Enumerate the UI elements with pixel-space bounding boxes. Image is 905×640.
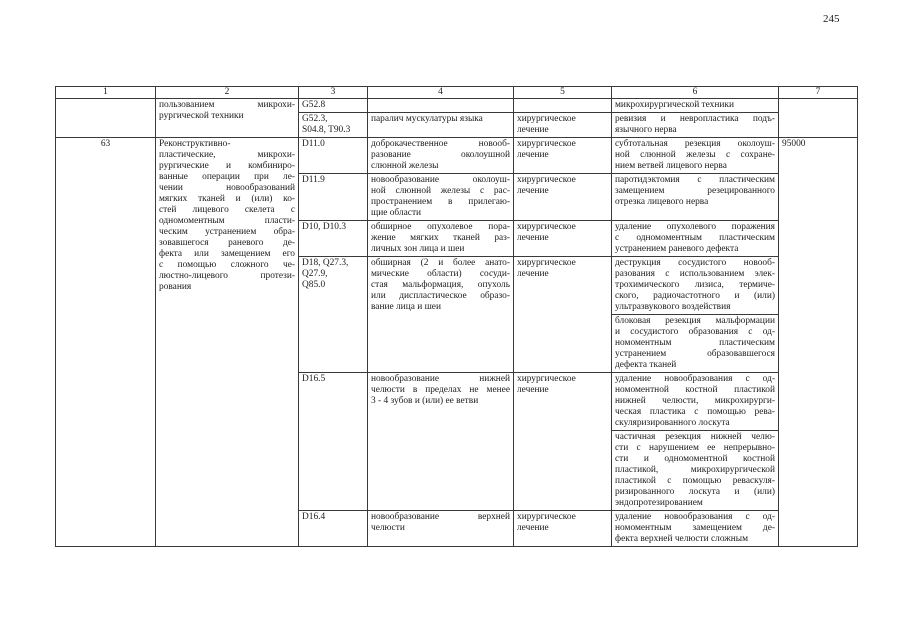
- text-line: разования с использованием элек-: [615, 269, 775, 279]
- col-header-3: 3: [299, 87, 368, 99]
- text-line: ризированного лоскута и (или): [615, 487, 775, 497]
- disease-cell: [368, 511, 514, 547]
- text-line: лечение: [517, 186, 549, 196]
- treatment-method-cell: [612, 138, 779, 174]
- group-number-cell: [56, 99, 156, 138]
- icd-code-cell: D11.0: [299, 138, 368, 174]
- disease-cell: паралич мускулатуры языка: [368, 113, 514, 138]
- text-line: номоментным замещением де-: [615, 523, 775, 533]
- text-line: частичная резекция нижней челю-: [615, 432, 775, 442]
- col-header-6: 6: [612, 87, 779, 99]
- treatment-type-cell: [514, 257, 612, 373]
- text-line: фекта верхней челюсти сложным: [615, 534, 749, 544]
- icd-code-cell: G52.8: [299, 99, 368, 113]
- disease-cell: [368, 174, 514, 221]
- disease-cell: [368, 373, 514, 511]
- text-line: щие области: [371, 208, 422, 218]
- icd-code-cell: [299, 113, 368, 138]
- text-line: разование околоушной: [371, 150, 510, 160]
- treatment-type-cell: [514, 99, 612, 113]
- text-line: сти и одномоментной костной: [615, 454, 775, 464]
- text-line: жение мягких тканей раз-: [371, 233, 510, 243]
- treatment-type-cell: [514, 113, 612, 138]
- icd-code-cell: D16.5: [299, 373, 368, 511]
- col-header-1: 1: [56, 87, 156, 99]
- group-number-cell: 63: [56, 138, 156, 547]
- icd-code-cell: [299, 257, 368, 373]
- disease-cell: [368, 257, 514, 373]
- text-line: паротидэктомия с пластическим: [615, 175, 775, 185]
- text-line: устранением раневого дефекта: [615, 244, 739, 254]
- text-line: ческим устранением обра-: [159, 227, 295, 237]
- text-line: хирургическое: [517, 139, 576, 149]
- text-line: хирургическое: [517, 258, 576, 268]
- text-line: ского, радиочастотного и (или): [615, 291, 775, 301]
- treatment-method-cell: [612, 174, 779, 221]
- text-line: замещением резецированного: [615, 186, 775, 196]
- text-line: эндопротезированием: [615, 498, 703, 508]
- treatment-type-cell: [514, 138, 612, 174]
- text-line: слюнной железы: [371, 161, 439, 171]
- text-line: пластические, микрохи-: [159, 150, 295, 160]
- treatment-method-cell: [612, 315, 779, 373]
- treatment-type-cell: [514, 511, 612, 547]
- text-line: новообразование нижней: [371, 374, 510, 384]
- text-line: пластикой с помощью реваскуля-: [615, 476, 775, 486]
- text-line: нижней челюсти, микрохирурги-: [615, 396, 775, 406]
- text-line: Q85.0: [302, 280, 326, 290]
- text-line: стая мальформация, опухоль: [371, 280, 510, 290]
- text-line: трохимического лизиса, термиче-: [615, 280, 775, 290]
- text-line: удаление новообразования с од-: [615, 374, 775, 384]
- text-line: деструкция сосудистого новооб-: [615, 258, 775, 268]
- text-line: обширное опухолевое пора-: [371, 222, 510, 232]
- icd-code-cell: D11.9: [299, 174, 368, 221]
- text-line: с помощью сложного че-: [159, 260, 295, 270]
- text-line: и сосудистого образования с од-: [615, 327, 775, 337]
- text-line: ной слюнной железы с сохране-: [615, 150, 775, 160]
- treatment-method-cell: [612, 511, 779, 547]
- text-line: или диспластическое образо-: [371, 291, 510, 301]
- group-name-cell: [156, 138, 299, 547]
- text-line: язычного нерва: [615, 125, 677, 135]
- text-line: G52.3,: [302, 114, 328, 124]
- text-line: рования: [159, 282, 192, 292]
- treatment-method-cell: [612, 257, 779, 315]
- text-line: с одномоментным пластическим: [615, 233, 775, 243]
- text-line: лечение: [517, 150, 549, 160]
- text-line: лечение: [517, 233, 549, 243]
- icd-code-cell: D10, D10.3: [299, 221, 368, 257]
- col-header-4: 4: [368, 87, 514, 99]
- col-header-2: 2: [156, 87, 299, 99]
- text-line: новообразование околоуш-: [371, 175, 510, 185]
- treatment-type-cell: [514, 174, 612, 221]
- text-line: рургической техники: [159, 111, 244, 121]
- price-cell: 95000: [779, 138, 858, 547]
- text-line: отрезка лицевого нерва: [615, 197, 709, 207]
- text-line: устранением образовавшегося: [615, 349, 775, 359]
- text-line: люстно-лицевого протези-: [159, 271, 295, 281]
- col-header-5: 5: [514, 87, 612, 99]
- text-line: Реконструктивно-: [159, 139, 231, 149]
- disease-cell: [368, 138, 514, 174]
- text-line: лечение: [517, 385, 549, 395]
- text-line: скуляризированного лоскута: [615, 418, 730, 428]
- treatment-type-cell: [514, 373, 612, 511]
- disease-cell: [368, 99, 514, 113]
- text-line: хирургическое: [517, 512, 576, 522]
- treatment-type-cell: [514, 221, 612, 257]
- text-line: личных зон лица и шеи: [371, 244, 465, 254]
- text-line: номоментной костной пластикой: [615, 385, 775, 395]
- text-line: хирургическое: [517, 114, 576, 124]
- text-line: лечение: [517, 523, 549, 533]
- text-line: хирургическое: [517, 222, 576, 232]
- text-line: доброкачественное новооб-: [371, 139, 510, 149]
- icd-code-cell: D16.4: [299, 511, 368, 547]
- treatment-method-cell: [612, 221, 779, 257]
- disease-cell: [368, 221, 514, 257]
- text-line: ческая пластика с помощью рева-: [615, 407, 775, 417]
- text-line: дефекта тканей: [615, 360, 677, 370]
- text-line: челюсти: [371, 523, 405, 533]
- text-line: хирургическое: [517, 175, 576, 185]
- medical-care-table: [55, 86, 858, 547]
- text-line: нием ветвей лицевого нерва: [615, 161, 727, 171]
- text-line: мические области) сосуди-: [371, 269, 510, 279]
- text-line: Q27.9,: [302, 269, 328, 279]
- treatment-method-cell: [612, 113, 779, 138]
- text-line: хирургическое: [517, 374, 576, 384]
- text-line: пользованием микрохи-: [159, 100, 295, 110]
- treatment-method-cell: микрохирургической техники: [612, 99, 779, 113]
- text-line: S04.8, T90.3: [302, 125, 351, 135]
- text-line: удаление новообразования с од-: [615, 512, 775, 522]
- text-line: субтотальная резекция околоуш-: [615, 139, 775, 149]
- text-line: обширная (2 и более анато-: [371, 258, 510, 268]
- text-line: удаление опухолевого поражения: [615, 222, 775, 232]
- text-line: чении новообразований: [159, 183, 295, 193]
- text-line: новообразование верхней: [371, 512, 510, 522]
- text-line: мягких тканей и (или) ко-: [159, 194, 295, 204]
- text-line: 3 - 4 зубов и (или) ее ветви: [371, 396, 479, 406]
- col-header-7: 7: [779, 87, 858, 99]
- text-line: зовавшегося раневого де-: [159, 238, 295, 248]
- table-row: [56, 99, 858, 113]
- page-number: 245: [823, 13, 840, 25]
- text-line: фекта или замещением его: [159, 249, 295, 259]
- column-number-row: [56, 87, 858, 99]
- text-line: сти с нарушением ее непрерывно-: [615, 443, 775, 453]
- text-line: ультразвукового воздействия: [615, 302, 731, 312]
- text-line: челюсти в пределах не менее: [371, 385, 510, 395]
- text-line: рургические и комбиниро-: [159, 161, 295, 171]
- text-line: одномоментным пласти-: [159, 216, 295, 226]
- text-line: блоковая резекция мальформации: [615, 316, 775, 326]
- text-line: ревизия и невропластика подъ-: [615, 114, 775, 124]
- text-line: D18, Q27.3,: [302, 258, 349, 268]
- text-line: пространением в прилегаю-: [371, 197, 510, 207]
- table-row: [56, 138, 858, 174]
- treatment-method-cell: [612, 431, 779, 511]
- text-line: лечение: [517, 269, 549, 279]
- text-line: номоментным пластическим: [615, 338, 775, 348]
- text-line: ванные операции при ле-: [159, 172, 295, 182]
- text-line: ной слюнной железы с рас-: [371, 186, 510, 196]
- text-line: вание лица и шеи: [371, 302, 441, 312]
- price-cell: [779, 99, 858, 138]
- group-name-cell: [156, 99, 299, 138]
- text-line: пластикой, микрохирургической: [615, 465, 775, 475]
- text-line: лечение: [517, 125, 549, 135]
- treatment-method-cell: [612, 373, 779, 431]
- text-line: стей лицевого скелета с: [159, 205, 295, 215]
